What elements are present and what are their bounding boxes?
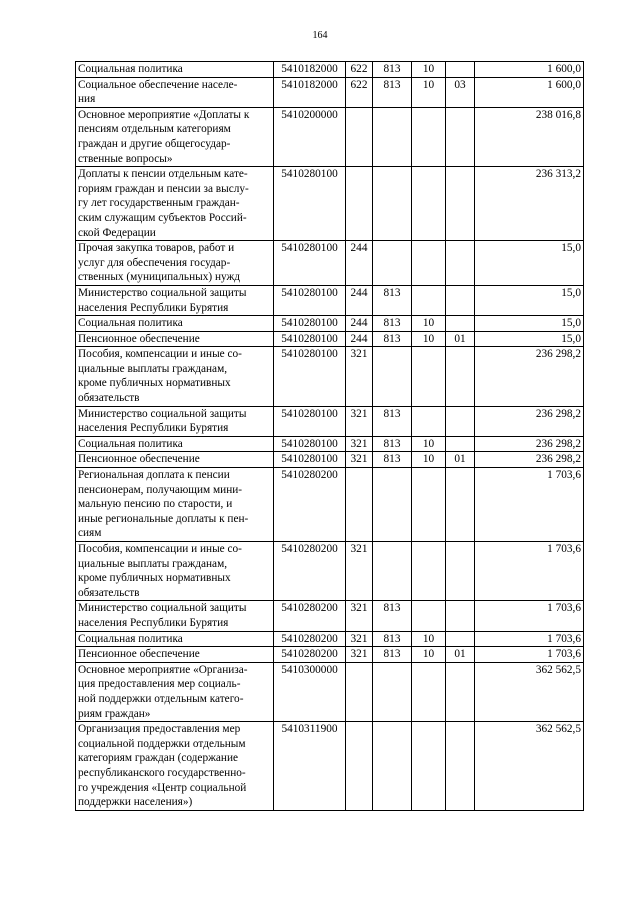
table-row — [76, 542, 584, 601]
cell-section — [412, 542, 446, 601]
cell-main-manager — [373, 542, 412, 601]
cell-main-manager — [373, 722, 412, 811]
cell-main-manager: 813 — [373, 406, 412, 436]
cell-target-article: 5410280100 — [274, 406, 346, 436]
page-number: 164 — [312, 30, 328, 41]
cell-amount: 236 298,2 — [475, 436, 584, 452]
cell-target-article: 5410300000 — [274, 662, 346, 721]
cell-target-article: 5410280100 — [274, 167, 346, 241]
cell-section — [412, 107, 446, 166]
cell-amount: 1 600,0 — [475, 77, 584, 107]
table-row — [76, 436, 584, 452]
cell-target-article: 5410200000 — [274, 107, 346, 166]
table-row — [76, 107, 584, 166]
table-row — [76, 285, 584, 315]
cell-main-manager: 813 — [373, 77, 412, 107]
cell-name: Пособия, компенсации и иные со- циальные выплаты гражданам, кроме публичных нормативных обязательств — [76, 347, 274, 406]
table-row — [76, 662, 584, 721]
cell-expense-type: 244 — [346, 331, 373, 347]
cell-name: Организация предоставления мер социальной поддержки отдельным категориям граждан (содержание республиканского государственно- го учреждения «Центр социальной поддержки населения») — [76, 722, 274, 811]
cell-main-manager — [373, 167, 412, 241]
cell-name: Социальная политика — [76, 316, 274, 332]
cell-section: 10 — [412, 452, 446, 468]
cell-section — [412, 285, 446, 315]
cell-amount: 1 703,6 — [475, 468, 584, 542]
budget-table — [75, 61, 584, 811]
cell-subsection — [446, 631, 475, 647]
table-row — [76, 316, 584, 332]
cell-name: Социальная политика — [76, 62, 274, 78]
cell-expense-type — [346, 468, 373, 542]
cell-amount: 15,0 — [475, 331, 584, 347]
cell-target-article: 5410280200 — [274, 647, 346, 663]
cell-name: Социальное обеспечение населе- ния — [76, 77, 274, 107]
table-row — [76, 62, 584, 78]
cell-expense-type: 622 — [346, 77, 373, 107]
cell-name: Пособия, компенсации и иные со- циальные выплаты гражданам, кроме публичных нормативных обязательств — [76, 542, 274, 601]
cell-target-article: 5410280100 — [274, 241, 346, 286]
cell-expense-type: 244 — [346, 241, 373, 286]
cell-section — [412, 167, 446, 241]
cell-amount: 236 298,2 — [475, 452, 584, 468]
table-row — [76, 722, 584, 811]
cell-amount: 15,0 — [475, 285, 584, 315]
cell-target-article: 5410280200 — [274, 468, 346, 542]
cell-main-manager: 813 — [373, 631, 412, 647]
cell-subsection — [446, 347, 475, 406]
cell-section: 10 — [412, 647, 446, 663]
cell-section: 10 — [412, 62, 446, 78]
cell-expense-type — [346, 722, 373, 811]
cell-expense-type: 321 — [346, 647, 373, 663]
cell-main-manager: 813 — [373, 331, 412, 347]
cell-target-article: 5410280200 — [274, 542, 346, 601]
cell-target-article: 5410280100 — [274, 285, 346, 315]
cell-main-manager: 813 — [373, 316, 412, 332]
cell-name: Пенсионное обеспечение — [76, 452, 274, 468]
cell-section: 10 — [412, 436, 446, 452]
cell-subsection — [446, 542, 475, 601]
cell-expense-type — [346, 167, 373, 241]
cell-amount: 1 600,0 — [475, 62, 584, 78]
cell-subsection — [446, 601, 475, 631]
cell-target-article: 5410280100 — [274, 331, 346, 347]
cell-section — [412, 601, 446, 631]
table-row — [76, 468, 584, 542]
cell-amount: 1 703,6 — [475, 601, 584, 631]
cell-section: 10 — [412, 331, 446, 347]
cell-main-manager: 813 — [373, 62, 412, 78]
cell-section — [412, 347, 446, 406]
cell-target-article: 5410280100 — [274, 452, 346, 468]
cell-main-manager: 813 — [373, 601, 412, 631]
cell-expense-type: 321 — [346, 347, 373, 406]
cell-target-article: 5410280200 — [274, 601, 346, 631]
cell-amount: 236 298,2 — [475, 347, 584, 406]
cell-amount: 236 313,2 — [475, 167, 584, 241]
cell-section: 10 — [412, 631, 446, 647]
cell-subsection — [446, 107, 475, 166]
cell-section: 10 — [412, 77, 446, 107]
cell-expense-type: 244 — [346, 285, 373, 315]
cell-expense-type: 321 — [346, 631, 373, 647]
cell-expense-type: 321 — [346, 601, 373, 631]
cell-section: 10 — [412, 316, 446, 332]
cell-amount: 15,0 — [475, 241, 584, 286]
cell-main-manager — [373, 468, 412, 542]
cell-main-manager — [373, 241, 412, 286]
cell-section — [412, 722, 446, 811]
cell-amount: 1 703,6 — [475, 542, 584, 601]
cell-section — [412, 406, 446, 436]
table-row — [76, 347, 584, 406]
cell-name: Пенсионное обеспечение — [76, 331, 274, 347]
cell-subsection: 01 — [446, 331, 475, 347]
cell-name: Региональная доплата к пенсии пенсионерам, получающим мини- мальную пенсию по старости, и иные региональные доплаты к пен- сиям — [76, 468, 274, 542]
cell-name: Прочая закупка товаров, работ и услуг для обеспечения государ- ственных (муниципальных) нужд — [76, 241, 274, 286]
cell-target-article: 5410280100 — [274, 436, 346, 452]
cell-name: Министерство социальной защиты населения Республики Бурятия — [76, 601, 274, 631]
cell-expense-type: 321 — [346, 406, 373, 436]
cell-expense-type — [346, 662, 373, 721]
cell-section — [412, 468, 446, 542]
cell-target-article: 5410311900 — [274, 722, 346, 811]
cell-amount: 1 703,6 — [475, 647, 584, 663]
cell-subsection: 03 — [446, 77, 475, 107]
table-body — [76, 62, 584, 811]
table-row — [76, 631, 584, 647]
cell-expense-type: 244 — [346, 316, 373, 332]
cell-subsection — [446, 722, 475, 811]
cell-subsection — [446, 285, 475, 315]
cell-amount: 362 562,5 — [475, 722, 584, 811]
cell-subsection — [446, 662, 475, 721]
cell-name: Доплаты к пенсии отдельным кате- гориям граждан и пенсии за выслу- гу лет государственным граждан- ским служащим субъектов Россий- ской Федерации — [76, 167, 274, 241]
cell-amount: 15,0 — [475, 316, 584, 332]
cell-name: Пенсионное обеспечение — [76, 647, 274, 663]
cell-name: Министерство социальной защиты населения Республики Бурятия — [76, 285, 274, 315]
cell-target-article: 5410280200 — [274, 631, 346, 647]
cell-main-manager — [373, 107, 412, 166]
cell-target-article: 5410182000 — [274, 62, 346, 78]
cell-subsection — [446, 436, 475, 452]
cell-subsection — [446, 468, 475, 542]
cell-name: Основное мероприятие «Организа- ция предоставления мер социаль- ной поддержки отдельным катего- риям граждан» — [76, 662, 274, 721]
cell-target-article: 5410280100 — [274, 347, 346, 406]
table-row — [76, 601, 584, 631]
cell-expense-type: 321 — [346, 542, 373, 601]
cell-name: Социальная политика — [76, 631, 274, 647]
cell-main-manager — [373, 347, 412, 406]
cell-amount: 238 016,8 — [475, 107, 584, 166]
cell-target-article: 5410280100 — [274, 316, 346, 332]
cell-subsection: 01 — [446, 647, 475, 663]
cell-section — [412, 662, 446, 721]
cell-main-manager: 813 — [373, 452, 412, 468]
table-row — [76, 241, 584, 286]
cell-main-manager: 813 — [373, 285, 412, 315]
cell-subsection: 01 — [446, 452, 475, 468]
cell-subsection — [446, 167, 475, 241]
table-row — [76, 452, 584, 468]
cell-subsection — [446, 241, 475, 286]
cell-amount: 362 562,5 — [475, 662, 584, 721]
cell-name: Основное мероприятие «Доплаты к пенсиям отдельным категориям граждан и другие общегосудар- ственные вопросы» — [76, 107, 274, 166]
cell-name: Социальная политика — [76, 436, 274, 452]
cell-amount: 236 298,2 — [475, 406, 584, 436]
cell-section — [412, 241, 446, 286]
cell-subsection — [446, 62, 475, 78]
cell-main-manager: 813 — [373, 647, 412, 663]
cell-expense-type: 321 — [346, 436, 373, 452]
cell-expense-type: 321 — [346, 452, 373, 468]
cell-main-manager — [373, 662, 412, 721]
cell-name: Министерство социальной защиты населения Республики Бурятия — [76, 406, 274, 436]
cell-subsection — [446, 406, 475, 436]
cell-amount: 1 703,6 — [475, 631, 584, 647]
cell-main-manager: 813 — [373, 436, 412, 452]
table-row — [76, 406, 584, 436]
cell-subsection — [446, 316, 475, 332]
cell-expense-type — [346, 107, 373, 166]
table-row — [76, 331, 584, 347]
table-row — [76, 77, 584, 107]
table-row — [76, 647, 584, 663]
cell-expense-type: 622 — [346, 62, 373, 78]
table-row — [76, 167, 584, 241]
cell-target-article: 5410182000 — [274, 77, 346, 107]
